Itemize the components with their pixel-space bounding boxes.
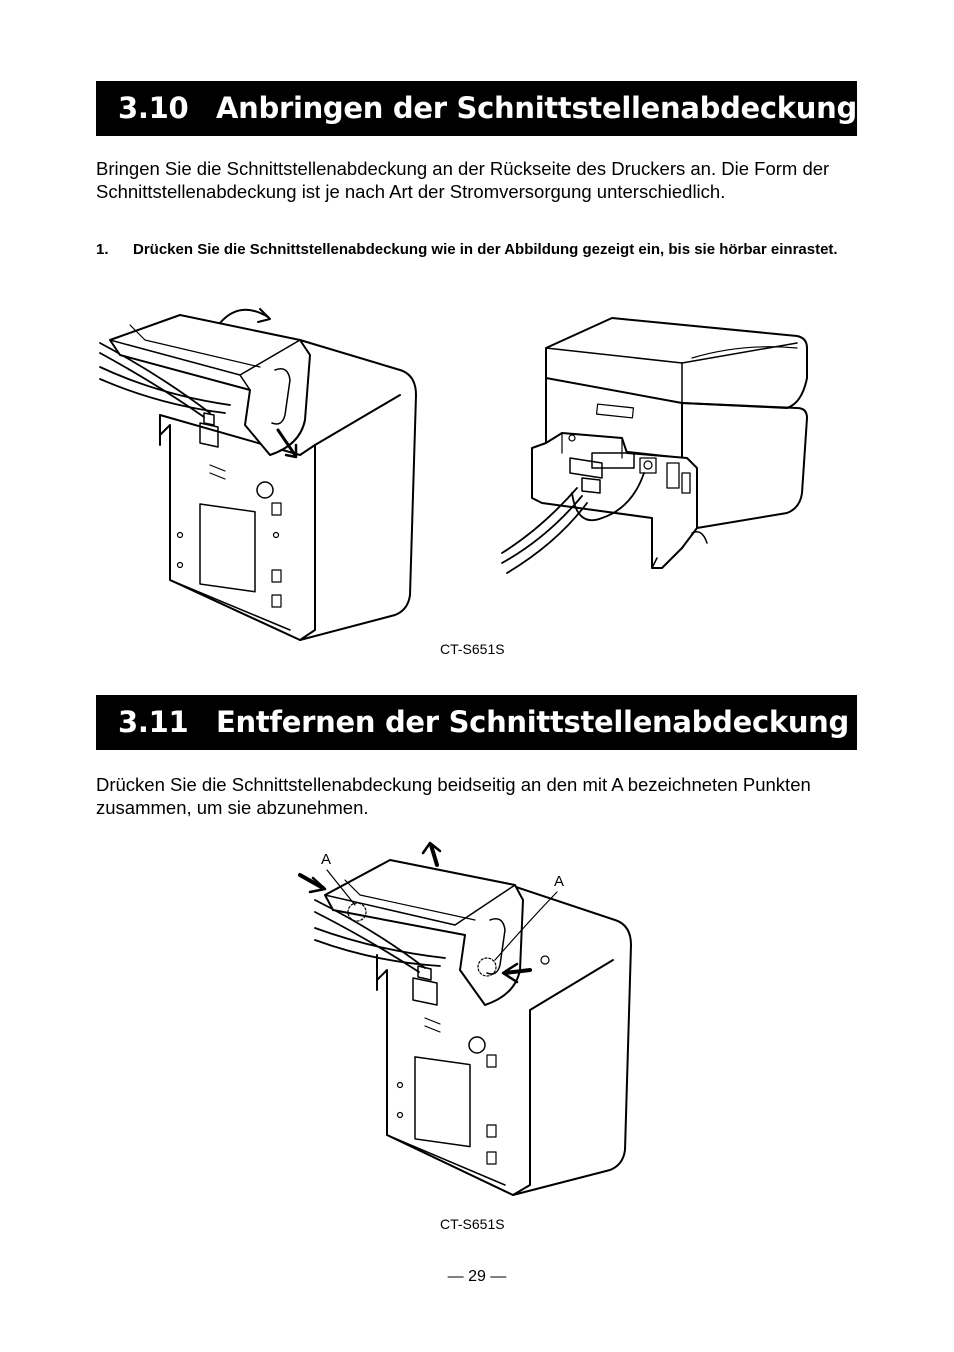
cover-removal-illustration xyxy=(295,840,640,1195)
step-text: Drücken Sie die Schnittstellenabdeckung wie in der Abbildung gezeigt ein, bis sie hörbar einrastet. xyxy=(133,241,838,258)
figure-caption: CT-S651S xyxy=(440,1216,505,1232)
section-3-10-intro: Bringen Sie die Schnittstellenabdeckung an der Rückseite des Druckers an. Die Form der Schnittstellenabdeckung ist je nach Art der Stromversorgung unterschiedlich. xyxy=(96,158,830,202)
page-number: — 29 — xyxy=(447,1268,507,1285)
section-number: 3.11 xyxy=(118,705,189,739)
section-title: Anbringen der Schnittstellenabdeckung xyxy=(216,91,857,125)
printer-rear-view-illustration xyxy=(502,318,812,573)
label-a-left: A xyxy=(321,851,332,868)
cover-attach-illustration xyxy=(100,295,425,640)
label-a-right: A xyxy=(554,873,565,890)
section-3-11-heading xyxy=(96,695,857,750)
section-number: 3.10 xyxy=(118,91,189,125)
section-3-10-heading xyxy=(96,81,857,136)
step-1 xyxy=(96,239,856,261)
figure-caption: CT-S651S xyxy=(440,641,505,657)
step-number: 1. xyxy=(96,241,109,258)
section-3-11-intro: Drücken Sie die Schnittstellenabdeckung beidseitig an den mit A bezeichneten Punkten zusammen, um sie abzunehmen. xyxy=(96,774,811,818)
section-title: Entfernen der Schnittstellenabdeckung xyxy=(216,705,849,739)
